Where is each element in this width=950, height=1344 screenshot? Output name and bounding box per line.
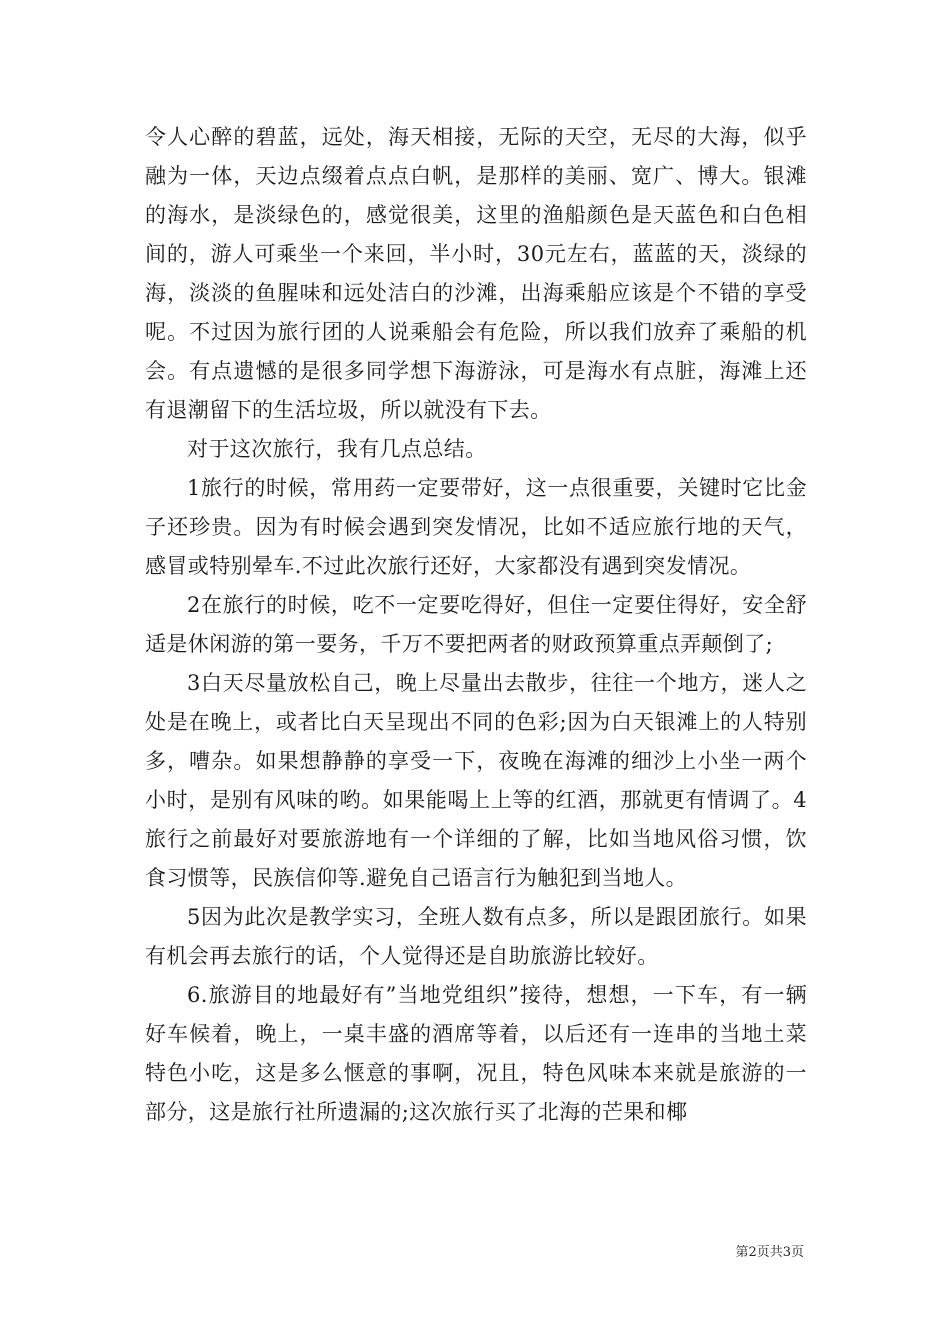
paragraph-1: 令人心醉的碧蓝，远处，海天相接，无际的天空，无尽的大海，似乎融为一体，天边点缀着点点白帆，是那样的美丽、宽广、博大。银滩的海水，是淡绿色的，感觉很美，这里的渔船颜色是天蓝色和白色相间的，游人可乘坐一个来回，半小时，30元左右，蓝蓝的天，淡绿的海，淡淡的鱼腥味和远处洁白的沙滩，出海乘船应该是个不错的享受呢。不过因为旅行团的人说乘船会有危险，所以我们放弃了乘船的机会。有点遗憾的是很多同学想下海游泳，可是海水有点脏，海滩上还有退潮留下的生活垃圾，所以就没有下去。 [145, 125, 807, 422]
paragraph-2: 对于这次旅行，我有几点总结。 [187, 437, 487, 461]
paragraph-4: 2在旅行的时候，吃不一定要吃得好，但住一定要住得好，安全舒适是休闲游的第一要务，千万不要把两者的财政预算重点弄颠倒了; [145, 593, 807, 656]
paragraph-3: 1旅行的时候，常用药一定要带好，这一点很重要，关键时它比金子还珍贵。因为有时候会遇到突发情况，比如不适应旅行地的天气，感冒或特别晕车.不过此次旅行还好，大家都没有遇到突发情况。 [145, 476, 807, 578]
page-number-footer: 第2页共3页 [735, 1245, 804, 1260]
paragraph-7: 6.旅游目的地最好有”当地党组织”接待，想想，一下车，有一辆好车候着，晚上，一桌丰盛的酒席等着，以后还有一连串的当地土菜特色小吃，这是多么惬意的事啊，况且，特色风味本来就是旅游的一部分，这是旅行社所遗漏的;这次旅行买了北海的芒果和椰 [145, 983, 807, 1124]
paragraph-5: 3白天尽量放松自己，晚上尽量出去散步，往往一个地方，迷人之处是在晚上，或者比白天呈现出不同的色彩;因为白天银滩上的人特别多，嘈杂。如果想静静的享受一下，夜晚在海滩的细沙上小坐一两个小时，是别有风味的哟。如果能喝上上等的红酒，那就更有情调了。4旅行之前最好对要旅游地有一个详细的了解，比如当地风俗习惯，饮食习惯等，民族信仰等.避免自己语言行为触犯到当地人。 [145, 671, 807, 890]
document-body [145, 118, 807, 1132]
paragraph-6: 5因为此次是教学实习，全班人数有点多，所以是跟团旅行。如果有机会再去旅行的话，个人觉得还是自助旅游比较好。 [145, 905, 807, 968]
